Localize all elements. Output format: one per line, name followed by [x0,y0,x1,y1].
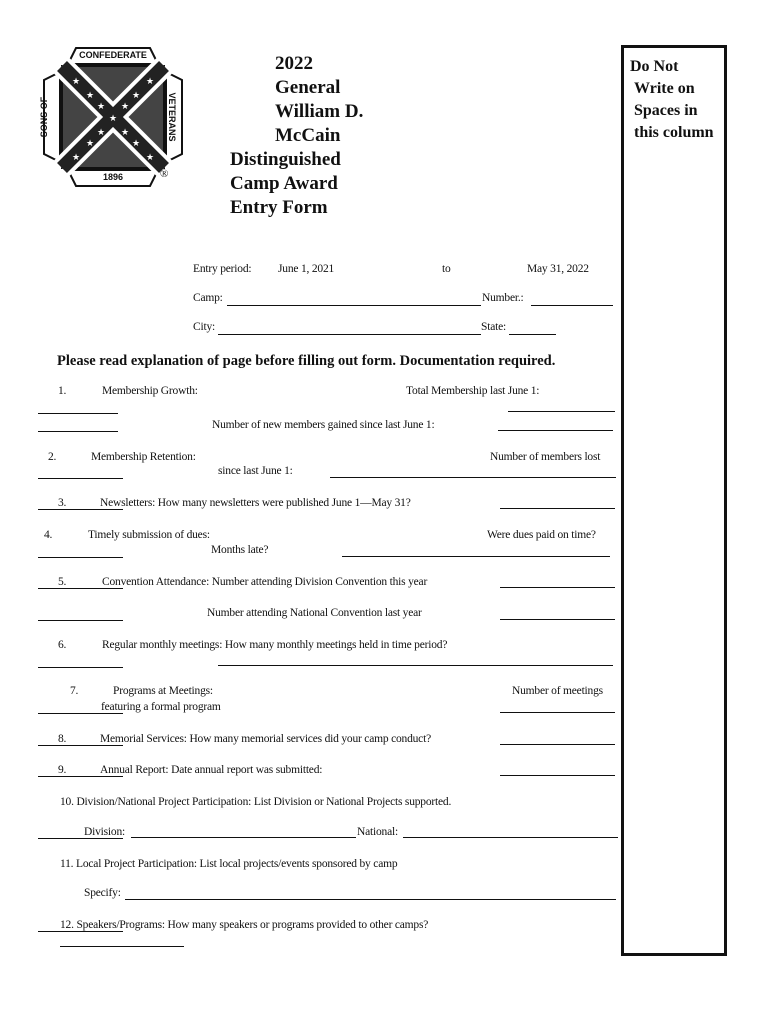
item-9-label: Annual Report: Date annual report was submitted: [100,764,323,776]
svg-text:★: ★ [96,102,106,112]
logo-right-text: VETERANS [167,92,177,142]
item-10-label: 10. Division/National Project Participation: List Division or National Projects supported. [60,796,452,808]
item-7-sub-label: featuring a formal program [101,701,221,713]
sidebar-line-1: Do Not [630,58,679,75]
svg-text:★: ★ [145,77,155,87]
camp-label: Camp: [193,292,223,304]
entry-period-to: to [442,263,451,275]
national-attendance-field[interactable] [500,619,615,620]
state-field[interactable] [509,334,556,335]
instructions-heading: Please read explanation of page before filling out form. Documentation required. [57,353,556,369]
entry-period-end: May 31, 2022 [527,263,589,275]
svg-text:★: ★ [120,102,130,112]
division-projects-field[interactable] [131,837,356,838]
title-surname: McCain [275,125,341,146]
item-4-right-label: Were dues paid on time? [487,529,596,541]
item-5-label: Convention Attendance: Number attending Division Convention this year [102,576,428,588]
specify-label: Specify: [84,887,121,899]
item-7-score-field[interactable] [38,713,123,714]
svg-text:★: ★ [71,153,81,163]
months-late-field[interactable] [342,556,610,557]
speakers-programs-field[interactable] [60,946,184,947]
item-7-number: 7. [70,685,79,697]
item-4-sub-label: Months late? [211,544,269,556]
svg-text:★: ★ [131,139,141,149]
logo-left-text: SONS OF [39,96,49,138]
item-3-score-field[interactable] [38,509,123,510]
memorial-services-field[interactable] [500,744,615,745]
item-7-label: Programs at Meetings: [113,685,213,697]
svg-text:★: ★ [71,77,81,87]
item-4-number: 4. [44,529,53,541]
annual-report-date-field[interactable] [500,775,615,776]
svg-text:★: ★ [108,114,118,124]
svg-text:★: ★ [145,153,155,163]
registered-mark: ® [160,168,169,180]
item-2-number: 2. [48,451,57,463]
item-5-score-field[interactable] [38,588,123,589]
city-label: City: [193,321,216,333]
item-2-right-label: Number of members lost [490,451,601,463]
item-7-right-label: Number of meetings [512,685,603,697]
item-8-number: 8. [58,733,67,745]
title-entry-form: Entry Form [230,197,328,218]
svg-text:★: ★ [85,139,95,149]
state-label: State: [481,321,506,333]
division-label: Division: [84,826,126,838]
item-5-sub-label: Number attending National Convention last year [207,607,422,619]
item-12-score-field[interactable] [38,931,123,932]
city-field[interactable] [218,334,481,335]
camp-field[interactable] [227,305,481,306]
item-1-score-field-2[interactable] [38,431,118,432]
item-5-number: 5. [58,576,67,588]
item-6-score-field[interactable] [38,667,123,668]
item-6-number: 6. [58,639,67,651]
do-not-write-column [621,45,727,956]
division-attendance-field[interactable] [500,587,615,588]
svg-text:★: ★ [96,128,106,138]
number-field[interactable] [531,305,613,306]
members-lost-field[interactable] [330,477,616,478]
item-1-score-field[interactable] [38,413,118,414]
item-12-label: 12. Speakers/Programs: How many speakers or programs provided to other camps? [60,919,429,931]
national-label: National: [357,826,398,838]
title-general: General [275,77,341,98]
title-name: William D. [275,101,364,122]
svg-text:★: ★ [85,91,95,101]
item-1-label: Membership Growth: [102,385,198,397]
title-year: 2022 [275,53,313,74]
monthly-meetings-field[interactable] [218,665,613,666]
item-11-label: 11. Local Project Participation: List local projects/events sponsored by camp [60,858,398,870]
total-membership-field[interactable] [508,411,615,412]
item-4-score-field[interactable] [38,557,123,558]
item-9-score-field[interactable] [38,776,123,777]
item-2-label: Membership Retention: [91,451,196,463]
sidebar-line-3: Spaces in [634,102,698,119]
sidebar-line-2: Write on [634,80,695,97]
item-8-label: Memorial Services: How many memorial services did your camp conduct? [100,733,431,745]
logo-top-text: CONFEDERATE [79,50,147,60]
svg-text:★: ★ [120,128,130,138]
item-4-label: Timely submission of dues: [88,529,210,541]
local-projects-field[interactable] [125,899,616,900]
title-camp-award: Camp Award [230,173,338,194]
number-label: Number.: [482,292,524,304]
item-3-label: Newsletters: How many newsletters were published June 1—May 31? [100,497,411,509]
title-distinguished: Distinguished [230,149,341,170]
program-meetings-field[interactable] [500,712,615,713]
new-members-field[interactable] [498,430,613,431]
entry-period-start: June 1, 2021 [278,263,335,275]
newsletters-field[interactable] [500,508,615,509]
item-5-score-field-2[interactable] [38,620,123,621]
item-1-number: 1. [58,385,67,397]
item-2-sub-label: since last June 1: [218,465,293,477]
item-1-right-label: Total Membership last June 1: [406,385,540,397]
entry-period-label: Entry period: [193,263,252,275]
item-10-score-field[interactable] [38,838,123,839]
item-8-score-field[interactable] [38,745,123,746]
svg-text:★: ★ [131,91,141,101]
national-projects-field[interactable] [403,837,618,838]
item-1-sub-label: Number of new members gained since last June 1: [212,419,435,431]
item-3-number: 3. [58,497,67,509]
logo-bottom-text: 1896 [102,172,124,182]
item-2-score-field[interactable] [38,478,123,479]
item-9-number: 9. [58,764,67,776]
sidebar-line-4: this column [634,124,714,141]
item-6-label: Regular monthly meetings: How many monthly meetings held in time period? [102,639,448,651]
